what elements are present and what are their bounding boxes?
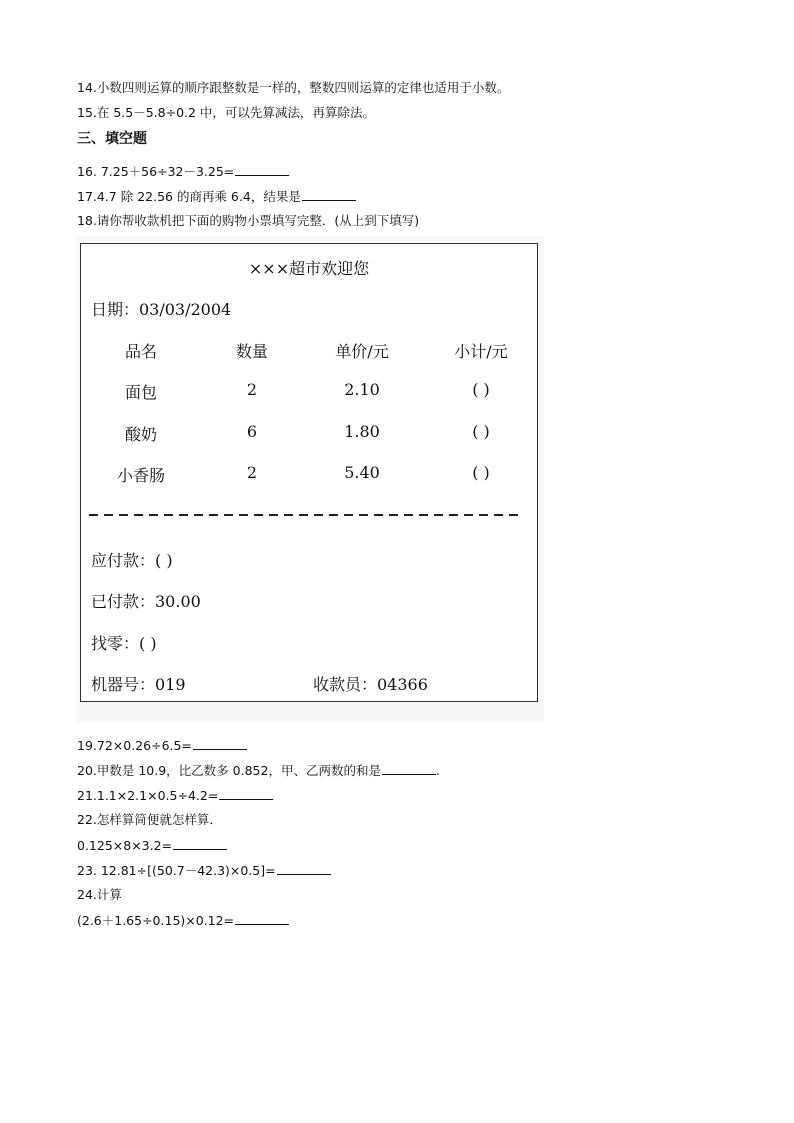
question-22-expression: 0.125×8×3.2= bbox=[77, 837, 227, 854]
row-qty: 6 bbox=[246, 422, 258, 441]
question-18: 18.请你帮收款机把下面的购物小票填写完整．(从上到下填写) bbox=[77, 213, 420, 228]
question-24: 24.计算 bbox=[77, 887, 122, 902]
dashed-divider bbox=[89, 514, 531, 516]
row-qty: 2 bbox=[246, 463, 258, 482]
column-header-subtotal: 小计/元 bbox=[454, 342, 508, 361]
row-subtotal: ( ) bbox=[472, 463, 490, 482]
row-name: 小香肠 bbox=[116, 466, 165, 485]
answer-blank bbox=[219, 787, 273, 800]
row-price: 1.80 bbox=[344, 422, 380, 441]
question-24-expression: (2.6＋1.65÷0.15)×0.12= bbox=[77, 912, 289, 929]
dash-segment bbox=[449, 514, 458, 516]
question-17: 17.4.7 除 22.56 的商再乘 6.4，结果是 bbox=[77, 188, 356, 205]
question-22: 22.怎样算简便就怎样算． bbox=[77, 812, 222, 827]
machine-number: 机器号：019 bbox=[91, 675, 186, 694]
receipt-date: 日期：03/03/2004 bbox=[91, 300, 232, 319]
dash-segment bbox=[434, 514, 443, 516]
change-due: 找零：( ) bbox=[91, 634, 157, 653]
question-21: 21.1.1×2.1×0.5÷4.2= bbox=[77, 787, 273, 804]
dash-segment bbox=[104, 514, 113, 516]
answer-blank bbox=[173, 837, 227, 850]
shopping-receipt bbox=[80, 243, 538, 702]
dash-segment bbox=[509, 514, 518, 516]
answer-blank bbox=[277, 862, 331, 875]
dash-segment bbox=[404, 514, 413, 516]
dash-segment bbox=[239, 514, 248, 516]
question-20: 20.甲数是 10.9，比乙数多 0.852，甲、乙两数的和是 . bbox=[77, 763, 440, 778]
amount-due: 应付款：( ) bbox=[91, 551, 173, 570]
dash-segment bbox=[479, 514, 488, 516]
answer-blank bbox=[235, 912, 289, 925]
question-16: 16. 7.25＋56÷32－3.25= bbox=[77, 163, 289, 180]
dash-segment bbox=[194, 514, 203, 516]
answer-blank bbox=[302, 188, 356, 201]
dash-segment bbox=[299, 514, 308, 516]
receipt-header: ×××超市欢迎您 bbox=[248, 259, 370, 278]
amount-paid: 已付款：30.00 bbox=[91, 592, 201, 611]
dash-segment bbox=[164, 514, 173, 516]
dash-segment bbox=[359, 514, 368, 516]
row-subtotal: ( ) bbox=[472, 422, 490, 441]
question-15: 15.在 5.5－5.8÷0.2 中，可以先算减法，再算除法。 bbox=[77, 105, 375, 120]
dash-segment bbox=[254, 514, 263, 516]
row-subtotal: ( ) bbox=[472, 380, 490, 399]
dash-segment bbox=[494, 514, 503, 516]
row-price: 2.10 bbox=[344, 380, 380, 399]
dash-segment bbox=[134, 514, 143, 516]
dash-segment bbox=[389, 514, 398, 516]
row-name: 酸奶 bbox=[124, 425, 157, 444]
column-header-name: 品名 bbox=[124, 342, 157, 361]
dash-segment bbox=[89, 514, 98, 516]
dash-segment bbox=[329, 514, 338, 516]
section-title: 三、填空题 bbox=[77, 131, 147, 147]
dash-segment bbox=[269, 514, 278, 516]
dash-segment bbox=[464, 514, 473, 516]
cashier-number: 收款员：04366 bbox=[313, 675, 428, 694]
column-header-qty: 数量 bbox=[235, 342, 268, 361]
dash-segment bbox=[179, 514, 188, 516]
dash-segment bbox=[119, 514, 128, 516]
row-name: 面包 bbox=[124, 383, 157, 402]
dash-segment bbox=[374, 514, 383, 516]
dash-segment bbox=[344, 514, 353, 516]
row-qty: 2 bbox=[246, 380, 258, 399]
column-header-price: 单价/元 bbox=[335, 342, 389, 361]
row-price: 5.40 bbox=[344, 463, 380, 482]
dash-segment bbox=[224, 514, 233, 516]
dash-segment bbox=[419, 514, 428, 516]
dash-segment bbox=[314, 514, 323, 516]
answer-blank bbox=[382, 762, 436, 775]
answer-blank bbox=[193, 737, 247, 750]
question-19: 19.72×0.26÷6.5= bbox=[77, 737, 247, 754]
dash-segment bbox=[284, 514, 293, 516]
answer-blank bbox=[235, 163, 289, 176]
dash-segment bbox=[149, 514, 158, 516]
question-14: 14.小数四则运算的顺序跟整数是一样的，整数四则运算的定律也适用于小数。 bbox=[77, 80, 510, 95]
question-23: 23. 12.81÷[(50.7－42.3)×0.5]= bbox=[77, 862, 331, 879]
dash-segment bbox=[209, 514, 218, 516]
